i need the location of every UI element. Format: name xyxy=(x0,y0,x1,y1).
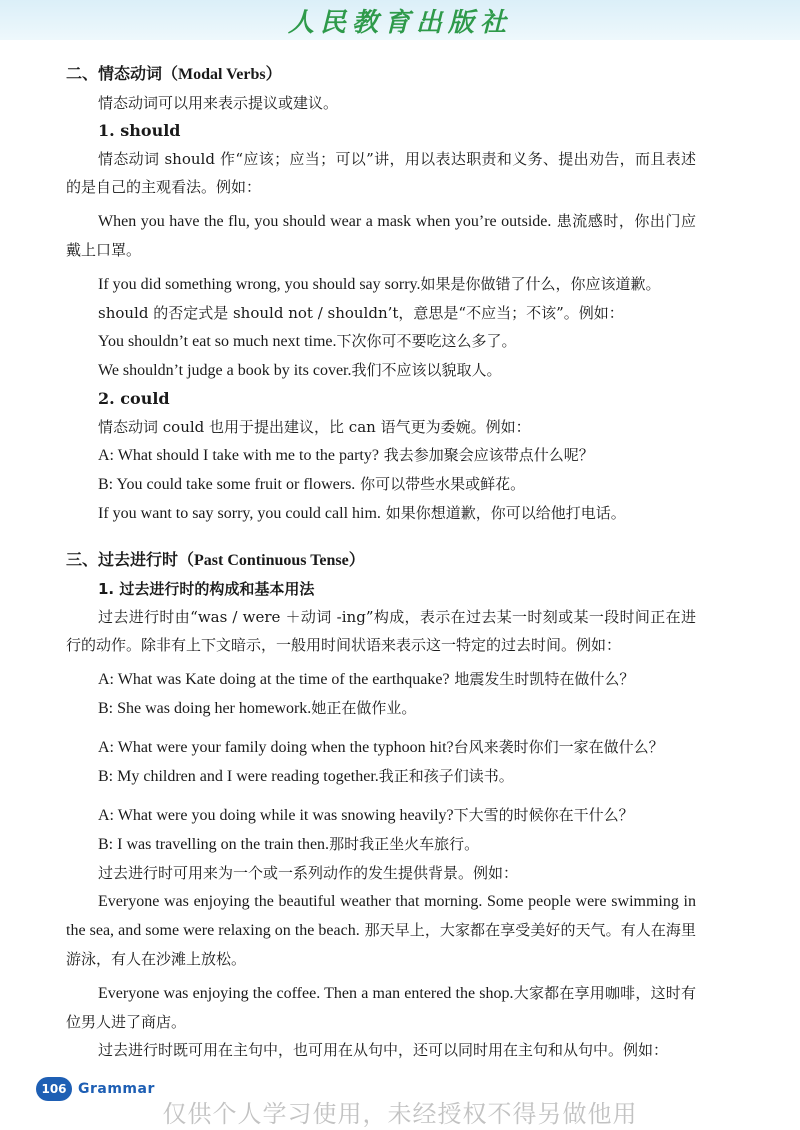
example-sentence: We shouldn’t judge a book by its cover.我们不应该以貌取人。 xyxy=(98,361,502,379)
dialogue-line: B: My children and I were reading together.我正和孩子们读书。 xyxy=(98,767,514,785)
dialogue-line: A: What were you doing while it was snowing heavily?下大雪的时候你在干什么？ xyxy=(98,806,634,824)
example-sentence: Everyone was enjoying the coffee. Then a man entered the shop.大家都在享用咖啡，这时有位男人进了商店。 xyxy=(66,984,696,1031)
section-title-modal-verbs: 二、情态动词（Modal Verbs） xyxy=(66,64,282,83)
dialogue-line: B: She was doing her homework.她正在做作业。 xyxy=(98,699,417,717)
subsection-should: 1. should xyxy=(98,121,181,140)
example-sentence: If you want to say sorry, you could call him. 如果你想道歉，你可以给他打电话。 xyxy=(98,504,626,522)
background-description: 过去进行时可用来为一个或一系列动作的发生提供背景。例如： xyxy=(98,864,519,882)
page-label: Grammar xyxy=(78,1081,155,1097)
subsection-could: 2. could xyxy=(98,389,170,408)
dialogue-line: A: What was Kate doing at the time of the earthquake? 地震发生时凯特在做什么？ xyxy=(98,670,635,688)
page-content xyxy=(66,60,696,1064)
should-description: 情态动词 should 作“应该；应当；可以”讲，用以表达职责和义务、提出劝告，而且表述的是自己的主观看法。例如： xyxy=(66,150,696,196)
page-number-badge: 106 xyxy=(36,1077,72,1101)
past-continuous-description: 过去进行时由“was / were ＋动词 -ing”构成，表示在过去某一时刻或某一段时间正在进行的动作。除非有上下文暗示，一般用时间状语来表示这一特定的过去时间。例如： xyxy=(66,608,696,654)
example-sentence: B: You could take some fruit or flowers. 你可以带些水果或鲜花。 xyxy=(98,475,526,493)
section-title-past-continuous: 三、过去进行时（Past Continuous Tense） xyxy=(66,550,365,569)
should-negative: should 的否定式是 should not / shouldn’t，意思是“不应当；不该”。例如： xyxy=(98,304,624,322)
example-sentence: A: What should I take with me to the party? 我去参加聚会应该带点什么呢？ xyxy=(98,446,594,464)
example-sentence: When you have the flu, you should wear a mask when you’re outside. 患流感时，你出门应戴上口罩。 xyxy=(66,212,696,259)
example-sentence: You shouldn’t eat so much next time.下次你可不要吃这么多了。 xyxy=(98,332,517,350)
example-sentence: Everyone was enjoying the beautiful weather that morning. Some people were swimming in the sea, and some were relaxing on the beach. 那天早上，大家都在享受美好的天气。有人在海里游泳，有人在沙滩上放松。 xyxy=(66,893,696,968)
watermark: 仅供个人学习使用，未经授权不得另做他用 xyxy=(162,1100,638,1128)
dialogue-line: B: I was travelling on the train then.那时我正坐火车旅行。 xyxy=(98,835,480,853)
could-description: 情态动词 could 也用于提出建议，比 can 语气更为委婉。例如： xyxy=(98,418,531,436)
subsection-form-usage: 1. 过去进行时的构成和基本用法 xyxy=(98,580,315,598)
example-sentence: If you did something wrong, you should say sorry.如果是你做错了什么，你应该道歉。 xyxy=(98,275,661,293)
modal-intro: 情态动词可以用来表示提议或建议。 xyxy=(98,94,339,112)
clause-usage-description: 过去进行时既可用在主句中，也可用在从句中，还可以同时用在主句和从句中。例如： xyxy=(98,1041,669,1059)
dialogue-line: A: What were your family doing when the typhoon hit?台风来袭时你们一家在做什么？ xyxy=(98,738,664,756)
publisher-logo: 人民教育出版社 xyxy=(287,8,512,38)
